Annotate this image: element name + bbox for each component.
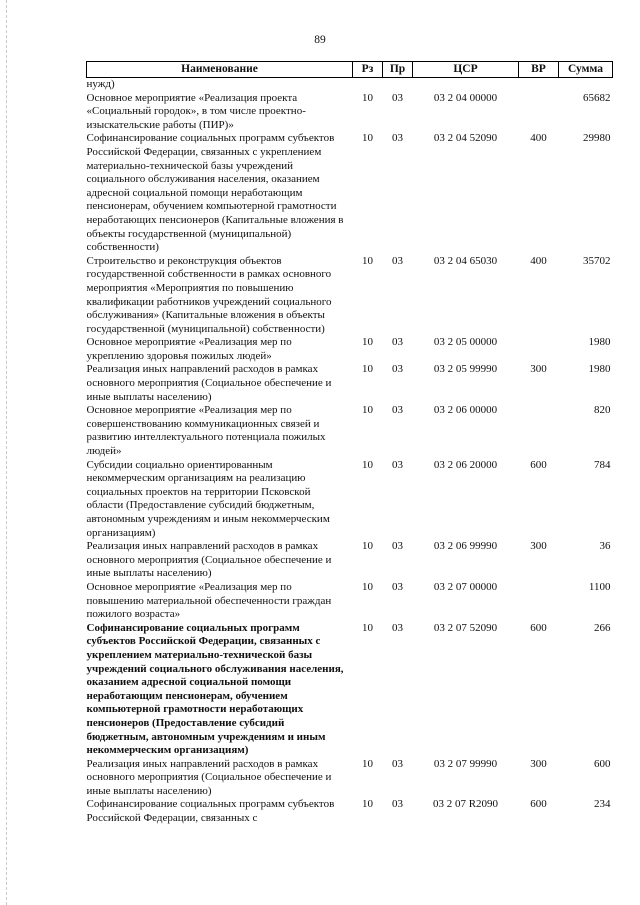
cell-csr: 03 2 07 52090 — [433, 621, 498, 634]
cell-rz: 10 — [362, 132, 373, 145]
cell-pr: 03 — [392, 91, 403, 104]
table-row — [87, 798, 613, 825]
cell-rz: 10 — [362, 404, 373, 417]
page-number: 89 — [314, 34, 326, 46]
cell-name: Реализация иных направлений расходов в рамках основного мероприятия (Социальное обеспечение и иные выплаты населению) — [86, 757, 332, 797]
cell-sum: 1100 — [588, 580, 611, 593]
cell-name: Софинансирование социальных программ субъектов Российской Федерации, связанных с укреплением материально-технической базы учреждений социального обслуживания населения, оказанием адресной социальной помощи неработающим пенсионерам, обучением компьютерной грамотности неработающих пенсионеров (Капитальные вложения в объекты государственной (муниципальной) собственности) — [86, 132, 344, 254]
cell-vr: 600 — [530, 458, 547, 471]
cell-sum: 65682 — [583, 91, 611, 104]
cell-sum: 36 — [599, 540, 611, 553]
cell-vr: 600 — [530, 621, 547, 634]
header-csr: ЦСР — [413, 62, 519, 78]
cell-vr — [519, 78, 559, 92]
table-row — [87, 758, 613, 799]
budget-table — [86, 61, 613, 826]
cell-csr: 03 2 05 99990 — [433, 363, 498, 376]
cell-sum: 784 — [594, 458, 611, 471]
cell-name: Реализация иных направлений расходов в рамках основного мероприятия (Социальное обеспечение и иные выплаты населению) — [86, 363, 332, 403]
cell-csr: 03 2 04 52090 — [433, 132, 498, 145]
cell-name: Основное мероприятие «Реализация мер по укреплению здоровья пожилых людей» — [86, 336, 292, 362]
table-row — [87, 581, 613, 622]
cell-csr: 03 2 04 65030 — [433, 254, 498, 267]
cell-vr: 400 — [530, 132, 547, 145]
cell-vr: 600 — [530, 798, 547, 811]
cell-vr — [519, 404, 559, 458]
cell-rz: 10 — [362, 336, 373, 349]
cell-sum — [559, 78, 613, 92]
cell-rz: 10 — [362, 254, 373, 267]
table-row — [87, 92, 613, 133]
cell-name: Реализация иных направлений расходов в рамках основного мероприятия (Социальное обеспечение и иные выплаты населению) — [86, 540, 332, 580]
cell-pr: 03 — [392, 798, 403, 811]
cell-name: нужд) — [86, 78, 115, 90]
cell-name: Субсидии социально ориентированным некоммерческим организациям на реализацию социальных проектов на территории Псковской области (Предоставление субсидий бюджетным, автономным учреждениям и иным некоммерческим организациям) — [86, 458, 330, 539]
header-sum: Сумма — [559, 62, 613, 78]
table-row — [87, 363, 613, 404]
header-rz: Рз — [353, 62, 383, 78]
cell-vr: 300 — [530, 540, 547, 553]
table-row — [87, 132, 613, 254]
cell-name: Строительство и реконструкция объектов государственной собственности в рамках основного мероприятия «Мероприятия по повышению квалификации работников учреждений социального обслуживания» (Капитальные вложения в объекты государственной (муниципальной) собственности) — [86, 254, 332, 335]
table-row — [87, 540, 613, 581]
cell-vr — [519, 581, 559, 622]
cell-csr: 03 2 06 99990 — [433, 540, 498, 553]
cell-pr: 03 — [392, 540, 403, 553]
cell-pr: 03 — [392, 336, 403, 349]
cell-pr: 03 — [392, 621, 403, 634]
cell-sum: 600 — [594, 757, 611, 770]
table-row — [87, 78, 613, 92]
cell-name: Софинансирование социальных программ субъектов Российской Федерации, связанных с — [86, 798, 335, 825]
cell-csr: 03 2 07 99990 — [433, 757, 498, 770]
cell-sum: 820 — [594, 404, 611, 417]
table-header-row — [87, 62, 613, 78]
cell-pr: 03 — [392, 458, 403, 471]
cell-name: Софинансирование социальных программ субъектов Российской Федерации, связанных с укреплением материально-технической базы учреждений социального обслуживания населения, оказанием адресной социальной помощи неработающим пенсионерам, обучением компьютерной грамотности неработающих пенсионеров (Предоставление субсидий бюджетным, автономным учреждениям и иным некоммерческим организациям) — [86, 621, 344, 757]
cell-rz — [353, 78, 383, 92]
cell-rz: 10 — [362, 363, 373, 376]
header-vr: ВР — [519, 62, 559, 78]
header-pr: Пр — [383, 62, 413, 78]
cell-name: Основное мероприятие «Реализация мер по повышению материальной обеспеченности граждан пожилого возраста» — [86, 580, 332, 621]
cell-sum: 35702 — [583, 254, 611, 267]
cell-pr: 03 — [392, 580, 403, 593]
cell-pr: 03 — [392, 132, 403, 145]
scan-left-edge — [0, 0, 7, 905]
cell-sum: 234 — [594, 798, 611, 811]
cell-csr: 03 2 04 00000 — [433, 91, 498, 104]
table-row — [87, 336, 613, 363]
cell-csr: 03 2 06 00000 — [433, 404, 498, 417]
cell-pr: 03 — [392, 254, 403, 267]
cell-csr: 03 2 07 R2090 — [432, 798, 499, 811]
cell-name: Основное мероприятие «Реализация мер по совершенствованию коммуникационных связей и развитию интеллектуального потенциала пожилых людей» — [86, 404, 326, 458]
cell-pr: 03 — [392, 404, 403, 417]
cell-vr — [519, 336, 559, 363]
cell-csr: 03 2 07 00000 — [433, 580, 498, 593]
cell-sum: 266 — [594, 621, 611, 634]
cell-vr — [519, 92, 559, 133]
cell-pr: 03 — [392, 757, 403, 770]
cell-rz: 10 — [362, 91, 373, 104]
cell-rz: 10 — [362, 798, 373, 811]
cell-sum: 1980 — [588, 363, 611, 376]
table-row — [87, 404, 613, 458]
header-name: Наименование — [87, 62, 353, 78]
table-row — [87, 459, 613, 541]
cell-rz: 10 — [362, 621, 373, 634]
cell-sum: 29980 — [583, 132, 611, 145]
table-row — [87, 622, 613, 758]
cell-sum: 1980 — [588, 336, 611, 349]
cell-rz: 10 — [362, 757, 373, 770]
cell-csr: 03 2 05 00000 — [433, 336, 498, 349]
cell-pr — [383, 78, 413, 92]
cell-rz: 10 — [362, 580, 373, 593]
cell-name: Основное мероприятие «Реализация проекта «Социальный городок», в том числе проектно-изыскательские работы (ПИР)» — [86, 91, 306, 131]
cell-csr — [413, 78, 519, 92]
cell-vr: 400 — [530, 254, 547, 267]
cell-rz: 10 — [362, 458, 373, 471]
table-row — [87, 255, 613, 337]
cell-csr: 03 2 06 20000 — [433, 458, 498, 471]
cell-vr: 300 — [530, 363, 547, 376]
cell-vr: 300 — [530, 757, 547, 770]
cell-rz: 10 — [362, 540, 373, 553]
cell-pr: 03 — [392, 363, 403, 376]
